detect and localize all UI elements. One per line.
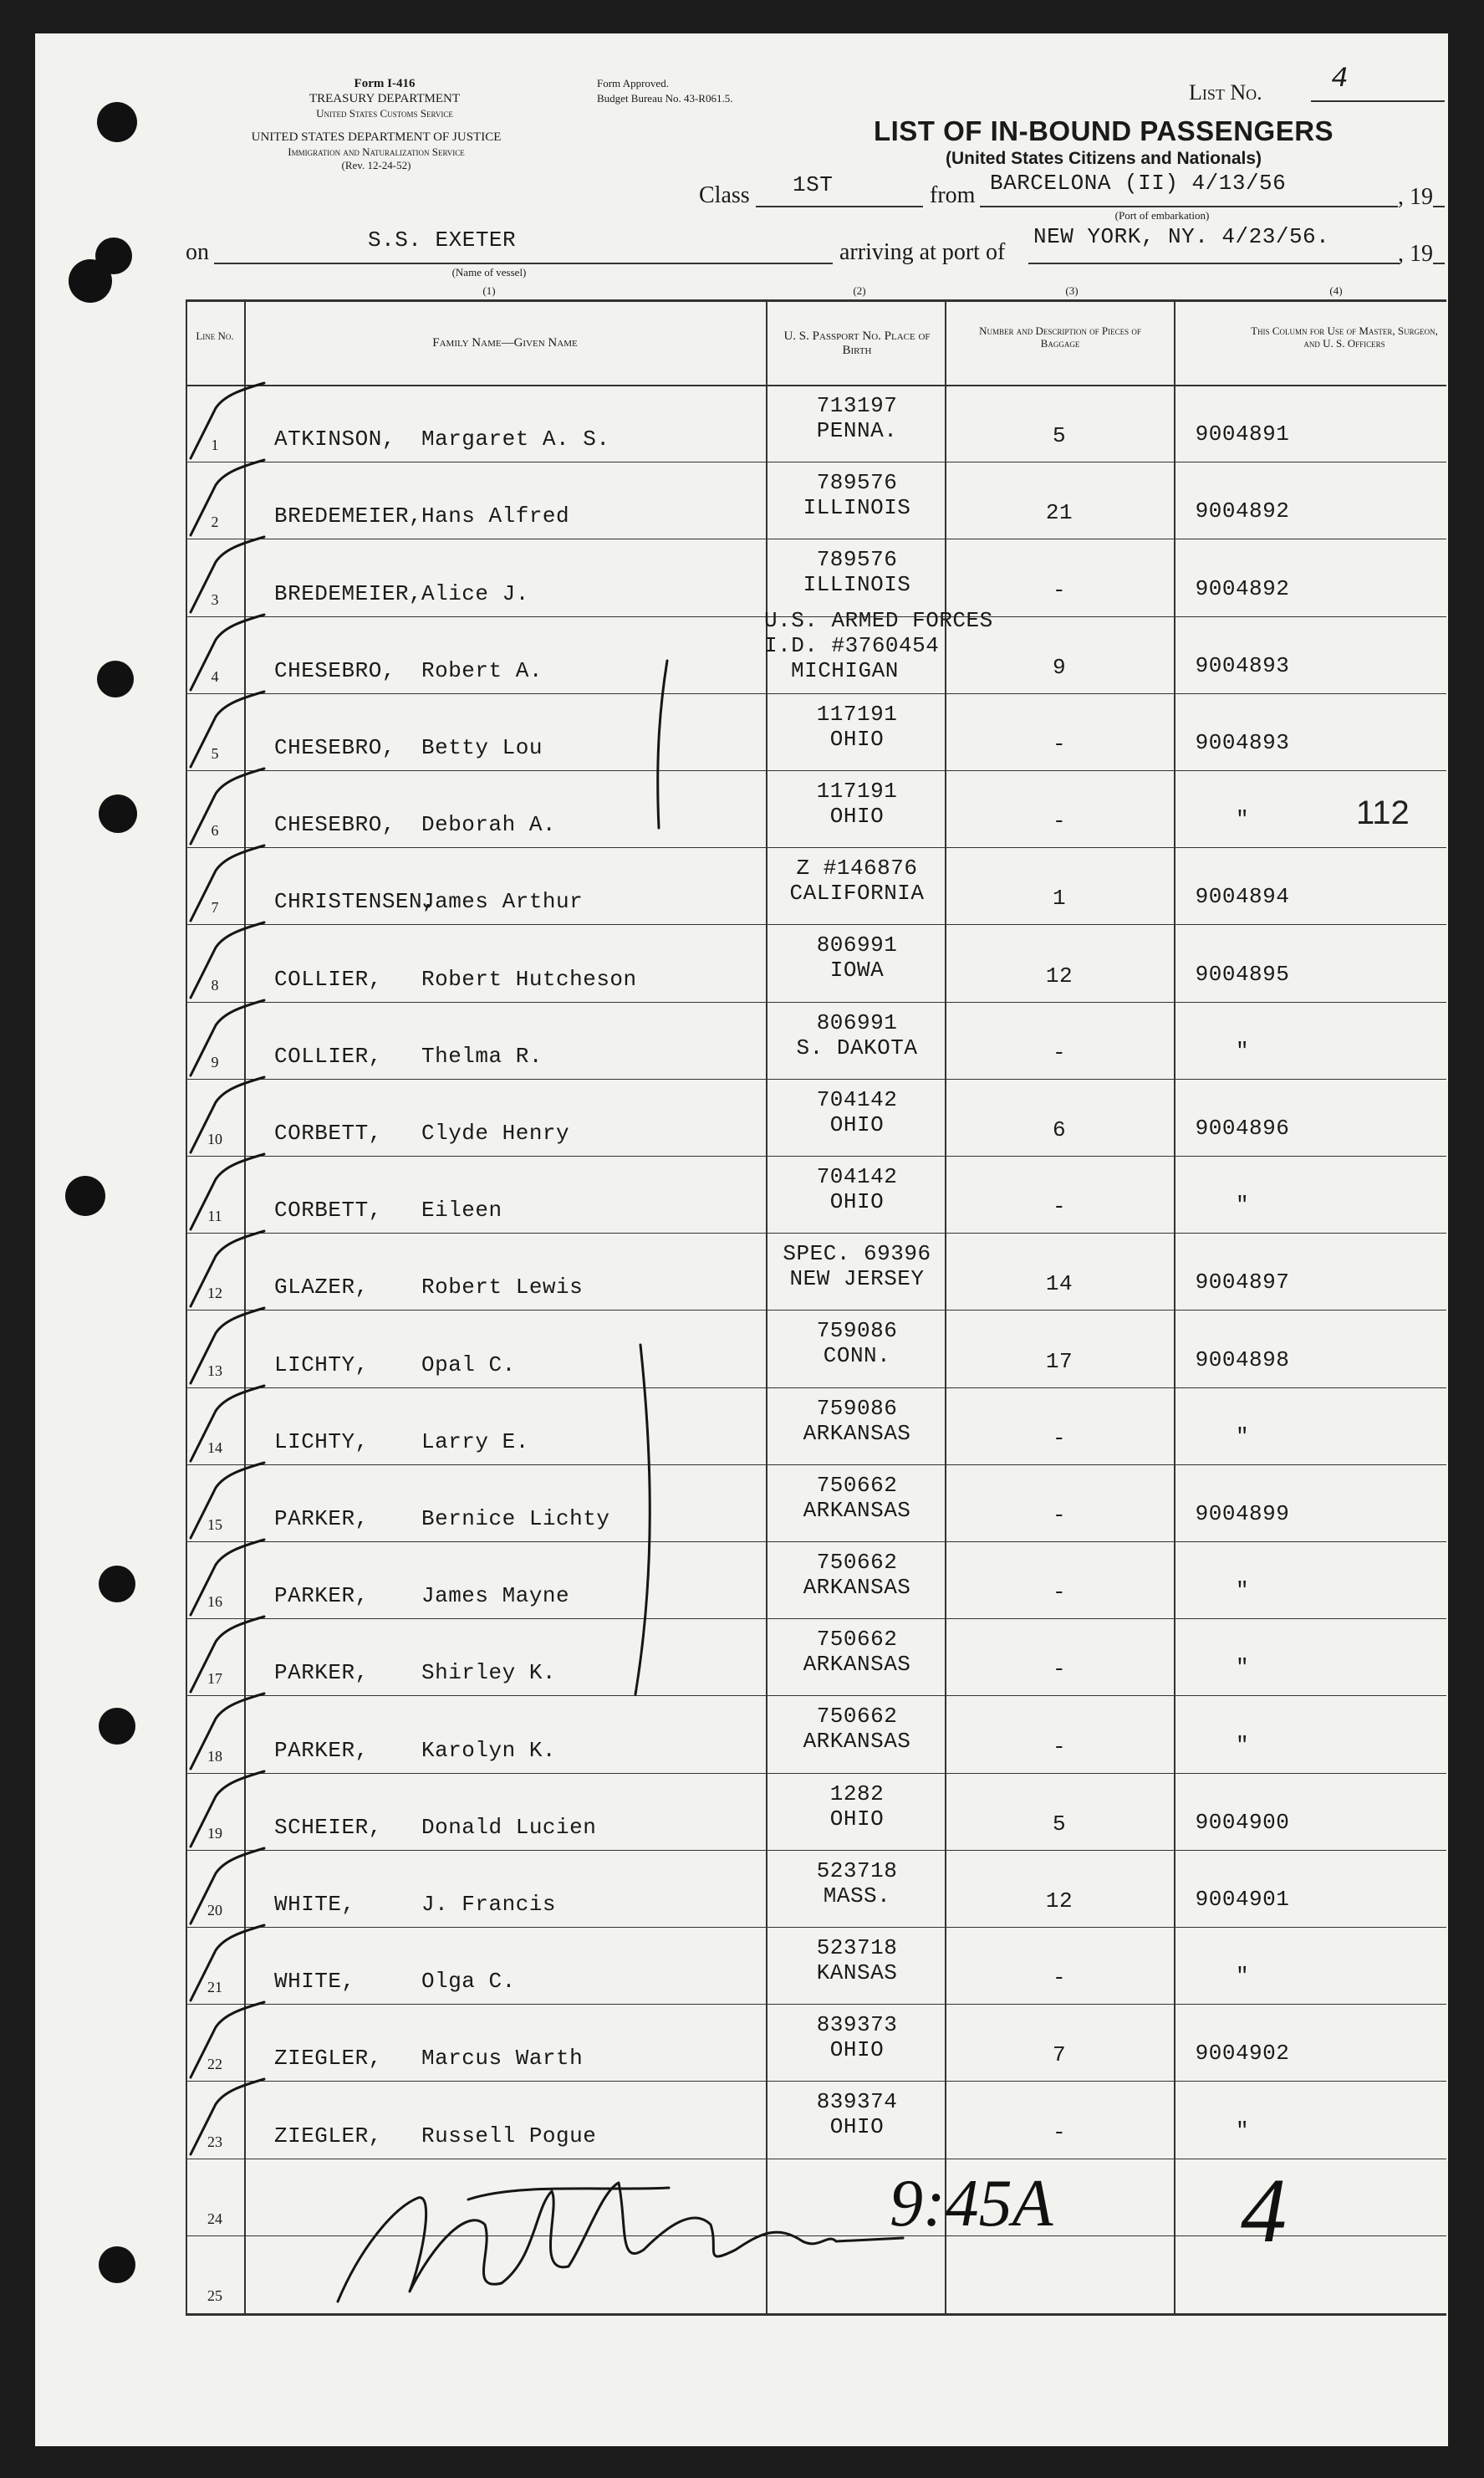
column-number: (3) <box>1065 284 1079 297</box>
officer-number: 9004895 <box>1195 962 1290 987</box>
given-name: Russell Pogue <box>421 2123 597 2148</box>
place-of-birth: S. DAKOTA <box>796 1035 918 1060</box>
officer-number: 9004897 <box>1195 1270 1290 1295</box>
place-of-birth: OHIO <box>829 804 885 829</box>
line-number: 15 <box>207 1516 222 1533</box>
place-of-birth: OHIO <box>829 1806 885 1832</box>
officer-number: " <box>1235 807 1250 832</box>
time-note: 9:45A <box>890 2167 1053 2240</box>
line-number: 11 <box>207 1208 222 1224</box>
given-name: James Mayne <box>421 1583 570 1608</box>
bracket-mark <box>635 1345 650 1694</box>
line-number: 4 <box>211 668 219 685</box>
baggage-count: - <box>1052 1426 1067 1451</box>
on-label: on <box>186 239 209 265</box>
passport-number: 839373 <box>816 2012 898 2037</box>
customs-service: United States Customs Service <box>316 107 453 120</box>
passport-number: 806991 <box>816 932 898 958</box>
place-of-birth: NEW JERSEY <box>789 1266 925 1291</box>
family-name: PARKER, <box>274 1506 369 1531</box>
place-of-birth: ARKANSAS <box>803 1729 911 1754</box>
department-of-justice: UNITED STATES DEPARTMENT OF JUSTICE <box>251 130 502 144</box>
given-name: Hans Alfred <box>421 503 570 529</box>
line-number: 22 <box>207 2056 222 2072</box>
baggage-count: 5 <box>1052 1811 1067 1837</box>
family-name: LICHTY, <box>274 1429 369 1454</box>
baggage-count: 5 <box>1052 423 1067 448</box>
header-name: Family Name—Given Name <box>432 336 578 350</box>
passport-number: 759086 <box>816 1318 898 1343</box>
place-of-birth: ARKANSAS <box>803 1575 911 1600</box>
passport-number: 117191 <box>816 702 898 727</box>
given-name: J. Francis <box>421 1892 557 1917</box>
place-of-birth: CALIFORNIA <box>789 881 925 906</box>
place-of-birth: MICHIGAN <box>791 658 899 683</box>
family-name: ATKINSON, <box>274 427 395 452</box>
passport-number: Z #146876 <box>796 856 918 881</box>
line-number: 24 <box>207 2210 222 2227</box>
baggage-count: - <box>1052 1040 1067 1065</box>
passport-number: 704142 <box>816 1087 898 1112</box>
vessel-name: S.S. EXETER <box>368 227 517 253</box>
baggage-count: 1 <box>1052 886 1067 911</box>
officer-number: " <box>1235 1039 1250 1064</box>
baggage-count: 6 <box>1052 1117 1067 1142</box>
baggage-count: 21 <box>1045 500 1073 525</box>
given-name: Marcus Warth <box>421 2046 584 2071</box>
passport-number: 523718 <box>816 1858 898 1883</box>
baggage-count: 9 <box>1052 655 1067 680</box>
form-number: Form I-416 <box>354 77 416 90</box>
baggage-count: - <box>1052 2120 1067 2145</box>
passport-number: U.S. ARMED FORCES <box>764 608 993 633</box>
officer-number: " <box>1235 1655 1250 1680</box>
baggage-count: - <box>1052 578 1067 603</box>
line-number: 7 <box>211 899 219 916</box>
given-name: Donald Lucien <box>421 1815 597 1840</box>
line-number: 5 <box>211 745 219 762</box>
officer-number: 9004893 <box>1195 653 1290 678</box>
place-of-birth: ILLINOIS <box>803 572 911 597</box>
port-of-arrival: NEW YORK, NY. 4/23/56. <box>1033 224 1330 249</box>
officer-number: 9004901 <box>1195 1887 1290 1912</box>
baggage-count: - <box>1052 1503 1067 1528</box>
officer-number: 9004891 <box>1195 422 1290 447</box>
family-name: PARKER, <box>274 1660 369 1685</box>
passport-number-line2: I.D. #3760454 <box>764 633 940 658</box>
baggage-count: - <box>1052 1580 1067 1605</box>
margin-count: 112 <box>1356 794 1410 831</box>
given-name: Margaret A. S. <box>421 427 610 452</box>
line-number: 12 <box>207 1285 222 1301</box>
family-name: LICHTY, <box>274 1352 369 1377</box>
class-label: Class <box>699 182 750 208</box>
list-no-value: 4 <box>1331 64 1349 95</box>
given-name: Deborah A. <box>421 812 557 837</box>
family-name: ZIEGLER, <box>274 2123 382 2148</box>
passport-number: 839374 <box>816 2089 898 2114</box>
family-name: SCHEIER, <box>274 1815 382 1840</box>
line-number: 17 <box>207 1670 222 1687</box>
column-number: (4) <box>1329 284 1343 297</box>
place-of-birth: CONN. <box>823 1343 891 1368</box>
baggage-count: 17 <box>1045 1349 1073 1374</box>
column-number: (2) <box>853 284 866 297</box>
year-label-1: , 19 <box>1398 184 1433 210</box>
line-number: 10 <box>207 1131 222 1147</box>
family-name: CHESEBRO, <box>274 735 395 760</box>
family-name: CHESEBRO, <box>274 658 395 683</box>
family-name: CORBETT, <box>274 1121 382 1146</box>
family-name: CHESEBRO, <box>274 812 395 837</box>
line-number: 14 <box>207 1439 222 1456</box>
given-name: Karolyn K. <box>421 1738 557 1763</box>
total-note: 4 <box>1241 2159 1287 2261</box>
document-title: LIST OF IN-BOUND PASSENGERS <box>873 115 1334 146</box>
given-name: Betty Lou <box>421 735 543 760</box>
line-number: 9 <box>211 1054 219 1070</box>
given-name: Robert Lewis <box>421 1275 584 1300</box>
given-name: Robert A. <box>421 658 543 683</box>
officer-number: 9004898 <box>1195 1347 1290 1372</box>
given-name: Thelma R. <box>421 1044 543 1069</box>
given-name: Shirley K. <box>421 1660 557 1685</box>
line-number: 18 <box>207 1748 222 1765</box>
family-name: GLAZER, <box>274 1275 369 1300</box>
passport-number: 759086 <box>816 1396 898 1421</box>
passport-number: 806991 <box>816 1010 898 1035</box>
family-name: PARKER, <box>274 1583 369 1608</box>
line-number: 8 <box>211 977 219 994</box>
passport-number: SPEC. 69396 <box>783 1241 931 1266</box>
place-of-birth: IOWA <box>829 958 885 983</box>
place-of-birth: ILLINOIS <box>803 495 911 520</box>
baggage-count: 12 <box>1045 1888 1073 1913</box>
officer-number: " <box>1235 1193 1250 1218</box>
line-number: 21 <box>207 1979 222 1995</box>
line-number: 2 <box>211 513 219 530</box>
given-name: Larry E. <box>421 1429 529 1454</box>
line-number: 23 <box>207 2133 222 2150</box>
place-of-birth: ARKANSAS <box>803 1498 911 1523</box>
given-name: Olga C. <box>421 1969 516 1994</box>
baggage-count: 12 <box>1045 963 1073 989</box>
passport-number: 704142 <box>816 1164 898 1189</box>
officer-number: " <box>1235 2118 1250 2143</box>
from-label: from <box>930 182 976 208</box>
passport-number: 750662 <box>816 1550 898 1575</box>
officer-number: 9004899 <box>1195 1501 1290 1526</box>
form-approved: Form Approved. <box>597 77 669 89</box>
header-passport: U. S. Passport No. Place of Birth <box>783 330 931 357</box>
given-name: Opal C. <box>421 1352 516 1377</box>
line-number: 25 <box>207 2287 222 2304</box>
year-label-2: , 19 <box>1398 241 1433 267</box>
line-number: 13 <box>207 1362 222 1379</box>
class-value: 1ST <box>793 172 834 197</box>
officer-number: 9004894 <box>1195 884 1290 909</box>
family-name: PARKER, <box>274 1738 369 1763</box>
given-name: James Arthur <box>421 889 584 914</box>
officer-number: " <box>1235 1578 1250 1603</box>
list-no-label: List No. <box>1189 80 1262 105</box>
place-of-birth: OHIO <box>829 727 885 752</box>
officer-number: " <box>1235 1733 1250 1758</box>
given-name: Robert Hutcheson <box>421 967 637 992</box>
budget-bureau: Budget Bureau No. 43-R061.5. <box>597 92 733 105</box>
baggage-count: - <box>1052 1735 1067 1760</box>
passport-number: 789576 <box>816 470 898 495</box>
baggage-count: 7 <box>1052 2042 1067 2067</box>
family-name: BREDEMEIER, <box>274 581 423 606</box>
officer-number: 9004893 <box>1195 730 1290 755</box>
passport-number: 750662 <box>816 1473 898 1498</box>
place-of-birth: ARKANSAS <box>803 1421 911 1446</box>
line-number: 1 <box>211 437 219 453</box>
place-of-birth: OHIO <box>829 2114 885 2139</box>
ins-service: Immigration and Naturalization Service <box>288 146 465 158</box>
passport-number: 750662 <box>816 1627 898 1652</box>
family-name: WHITE, <box>274 1969 355 1994</box>
arriving-label: arriving at port of <box>839 239 1006 265</box>
given-name: Bernice Lichty <box>421 1506 610 1531</box>
place-of-birth: ARKANSAS <box>803 1652 911 1677</box>
signature-mark <box>468 2188 669 2200</box>
column-number: (1) <box>482 284 496 297</box>
place-of-birth: MASS. <box>823 1883 891 1908</box>
baggage-count: - <box>1052 809 1067 834</box>
officer-number: 9004892 <box>1195 498 1290 524</box>
passport-number: 789576 <box>816 547 898 572</box>
baggage-count: - <box>1052 1965 1067 1990</box>
port-embarkation-caption: (Port of embarkation) <box>1114 209 1210 222</box>
line-number: 3 <box>211 591 219 608</box>
vessel-caption: (Name of vessel) <box>451 266 527 278</box>
family-name: CORBETT, <box>274 1198 382 1223</box>
treasury-department: TREASURY DEPARTMENT <box>309 92 461 105</box>
line-number: 19 <box>207 1825 222 1842</box>
officer-number: 9004892 <box>1195 576 1290 601</box>
line-number: 16 <box>207 1593 222 1610</box>
header-line-no: Line No. <box>196 330 234 342</box>
baggage-count: - <box>1052 732 1067 757</box>
officer-number: 9004900 <box>1195 1810 1290 1835</box>
place-of-birth: OHIO <box>829 1189 885 1214</box>
officer-number: " <box>1235 1964 1250 1989</box>
passport-number: 117191 <box>816 779 898 804</box>
officer-number: 9004896 <box>1195 1116 1290 1141</box>
header-baggage: Number and Description of Pieces of Baggage <box>979 324 1141 350</box>
passport-number: 750662 <box>816 1704 898 1729</box>
family-name: COLLIER, <box>274 1044 382 1069</box>
given-name: Eileen <box>421 1198 502 1223</box>
given-name: Alice J. <box>421 581 529 606</box>
place-of-birth: KANSAS <box>816 1960 898 1985</box>
bracket-mark <box>658 661 667 828</box>
family-name: BREDEMEIER, <box>274 503 423 529</box>
passport-number: 713197 <box>816 393 898 418</box>
family-name: ZIEGLER, <box>274 2046 382 2071</box>
line-number: 20 <box>207 1902 222 1919</box>
place-of-birth: PENNA. <box>816 418 898 443</box>
place-of-birth: OHIO <box>829 2037 885 2062</box>
document-subtitle: (United States Citizens and Nationals) <box>945 149 1262 168</box>
signature-mark <box>338 2183 903 2302</box>
port-of-embarkation: BARCELONA (II) 4/13/56 <box>990 171 1287 196</box>
officer-number: " <box>1235 1424 1250 1449</box>
baggage-count: - <box>1052 1194 1067 1219</box>
line-number: 6 <box>211 822 219 839</box>
baggage-count: 14 <box>1045 1271 1073 1296</box>
place-of-birth: OHIO <box>829 1112 885 1137</box>
header-officers: This Column for Use of Master, Surgeon, and U. S. Officers <box>1251 324 1438 350</box>
family-name: CHRISTENSEN, <box>274 889 436 914</box>
officer-number: 9004902 <box>1195 2041 1290 2066</box>
given-name: Clyde Henry <box>421 1121 570 1146</box>
passport-number: 523718 <box>816 1935 898 1960</box>
family-name: WHITE, <box>274 1892 355 1917</box>
passport-number: 1282 <box>829 1781 885 1806</box>
baggage-count: - <box>1052 1657 1067 1682</box>
revision-date: (Rev. 12-24-52) <box>341 159 411 171</box>
family-name: COLLIER, <box>274 967 382 992</box>
